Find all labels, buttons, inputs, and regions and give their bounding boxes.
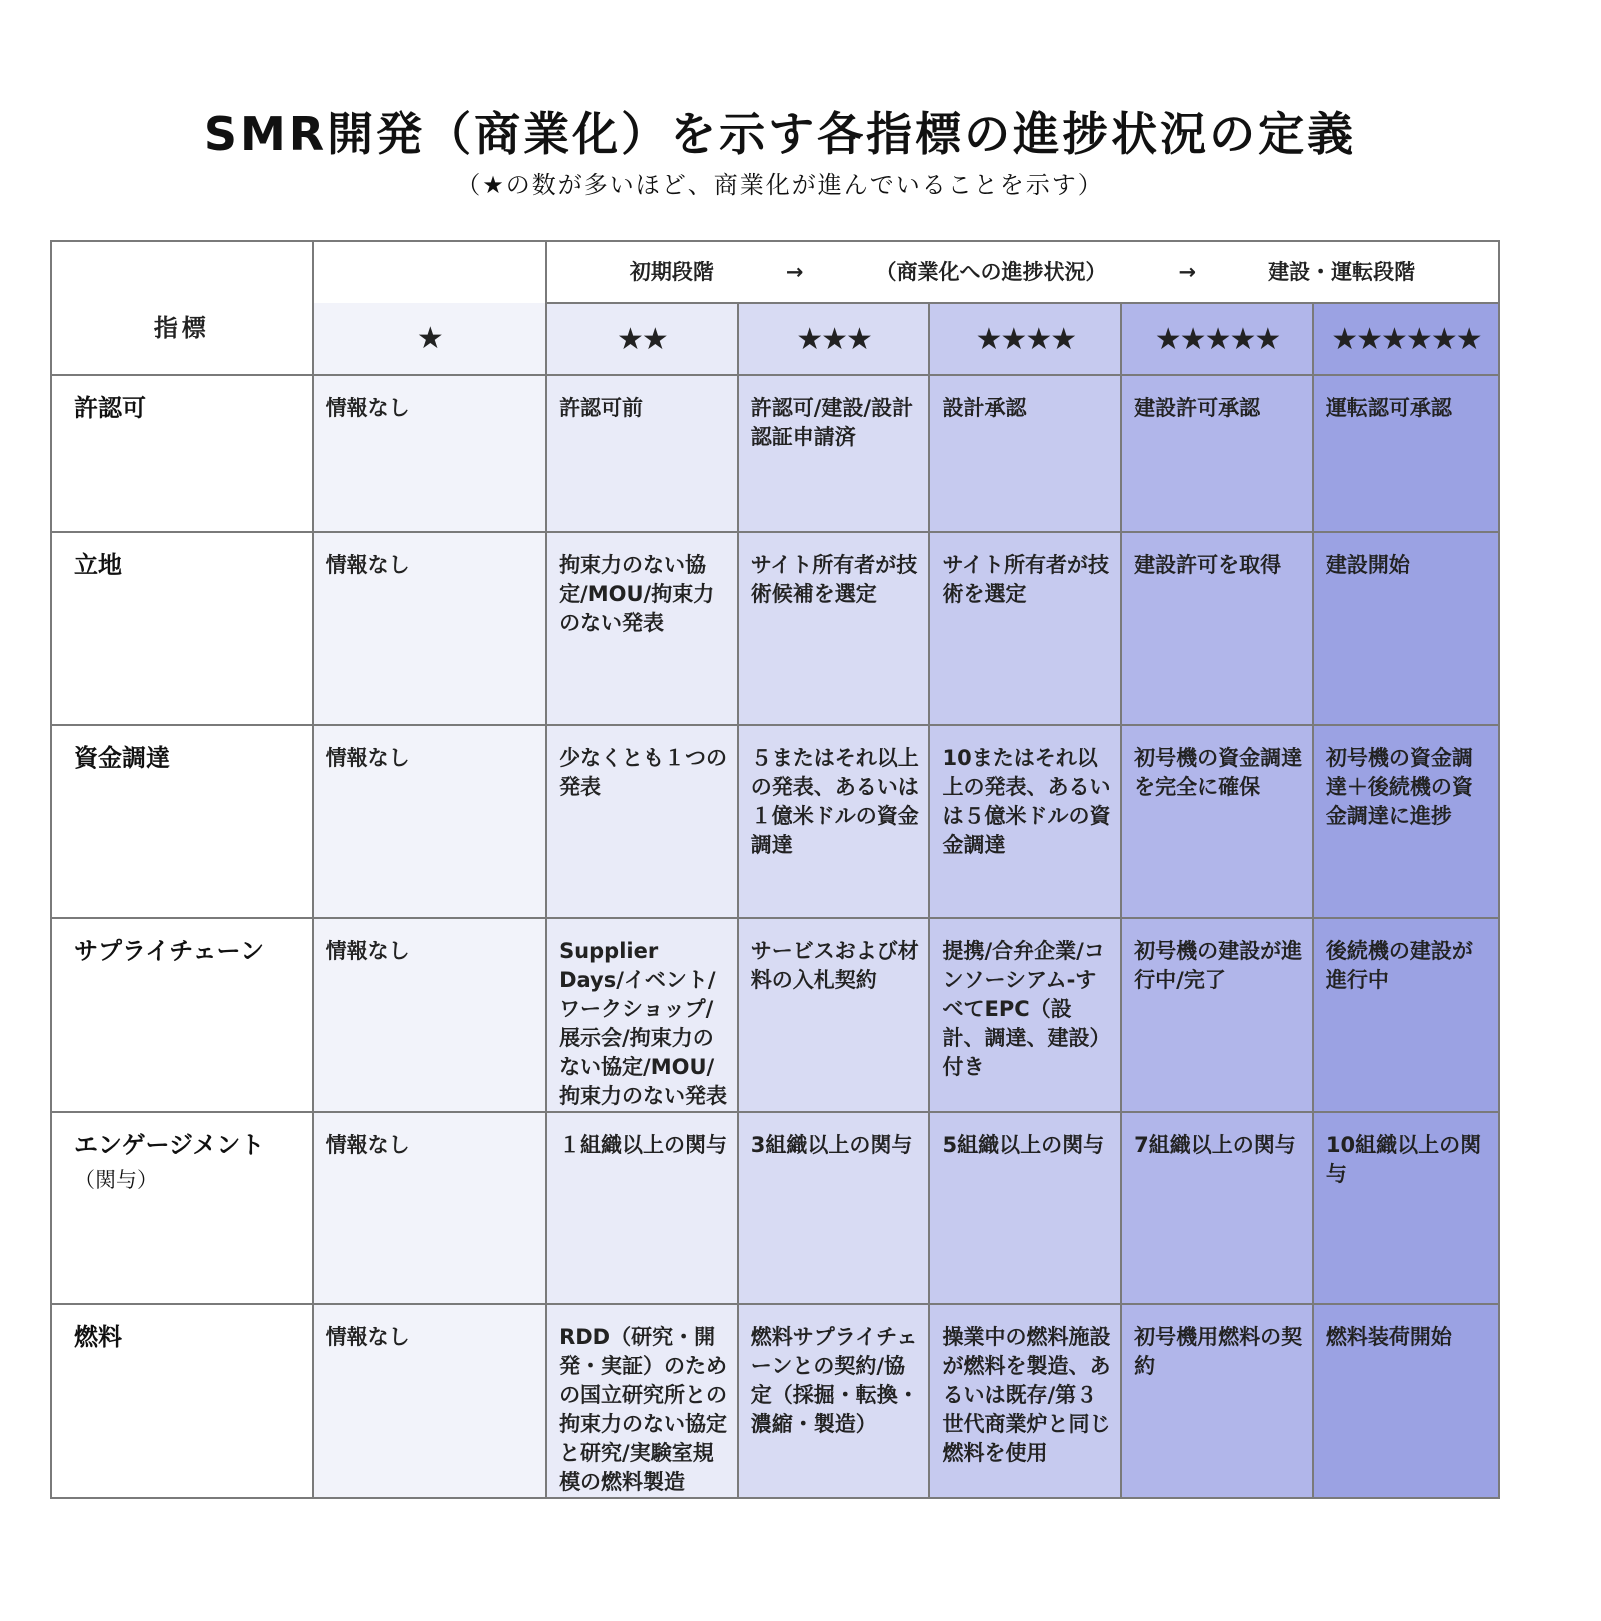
blank-header-cell [313, 241, 546, 303]
arrow: → [785, 259, 804, 284]
level-3-cell: サービスおよび材料の入札契約 [738, 918, 930, 1112]
indicator-label: 立地 [74, 551, 122, 579]
level-1-cell: 情報なし [313, 532, 546, 725]
star-level-6: ★★★★★★ [1313, 303, 1499, 375]
level-3-cell: 燃料サプライチェーンとの契約/協定（採掘・転換・濃縮・製造） [738, 1304, 930, 1498]
table-row [51, 375, 1499, 532]
level-4-cell: 操業中の燃料施設が燃料を製造、あるいは既存/第３世代商業炉と同じ燃料を使用 [929, 1304, 1121, 1498]
indicator-label: サプライチェーン [74, 937, 265, 965]
level-5-cell: 初号機の建設が進行中/完了 [1121, 918, 1313, 1112]
level-2-cell: 許認可前 [546, 375, 738, 532]
table-row [51, 532, 1499, 725]
level-4-cell: 10またはそれ以上の発表、あるいは５億米ドルの資金調達 [929, 725, 1121, 918]
indicator-name [51, 1112, 313, 1304]
level-2-cell: Supplier Days/イベント/ワークショップ/展示会/拘束力のない協定/MOU/拘束力のない発表 [546, 918, 738, 1112]
level-2-cell: 拘束力のない協定/MOU/拘束力のない発表 [546, 532, 738, 725]
indicator-header: 指標 [51, 241, 313, 375]
arrow: → [1178, 259, 1197, 284]
indicator-name [51, 918, 313, 1112]
level-6-cell: 後続機の建設が進行中 [1313, 918, 1499, 1112]
indicator-label: 燃料 [74, 1323, 122, 1351]
indicator-label: エンゲージメント [74, 1131, 265, 1159]
indicator-name [51, 532, 313, 725]
star-level-4: ★★★★ [929, 303, 1121, 375]
level-4-cell: 5組織以上の関与 [929, 1112, 1121, 1304]
level-6-cell: 10組織以上の関与 [1313, 1112, 1499, 1304]
table-row [51, 1304, 1499, 1498]
level-4-cell: 提携/合弁企業/コンソーシアム-すべてEPC（設計、調達、建設）付き [929, 918, 1121, 1112]
level-5-cell: 初号機用燃料の契約 [1121, 1304, 1313, 1498]
level-2-cell: 少なくとも１つの発表 [546, 725, 738, 918]
level-5-cell: 7組織以上の関与 [1121, 1112, 1313, 1304]
level-3-cell: サイト所有者が技術候補を選定 [738, 532, 930, 725]
level-6-cell: 建設開始 [1313, 532, 1499, 725]
level-3-cell: ５またはそれ以上の発表、あるいは１億米ドルの資金調達 [738, 725, 930, 918]
level-4-cell: サイト所有者が技術を選定 [929, 532, 1121, 725]
level-5-cell: 初号機の資金調達を完全に確保 [1121, 725, 1313, 918]
indicator-table [50, 240, 1500, 1499]
indicator-label: 資金調達 [74, 744, 170, 772]
level-5-cell: 建設許可承認 [1121, 375, 1313, 532]
stage-header [546, 241, 1499, 303]
level-5-cell: 建設許可を取得 [1121, 532, 1313, 725]
indicator-label: 許認可 [74, 394, 146, 422]
level-1-cell: 情報なし [313, 375, 546, 532]
level-2-cell: １組織以上の関与 [546, 1112, 738, 1304]
level-6-cell: 運転認可承認 [1313, 375, 1499, 532]
page-title: SMR開発（商業化）を示す各指標の進捗状況の定義 [203, 107, 1357, 161]
star-level-5: ★★★★★ [1121, 303, 1313, 375]
level-1-cell: 情報なし [313, 1304, 546, 1498]
indicator-name [51, 1304, 313, 1498]
level-6-cell: 燃料装荷開始 [1313, 1304, 1499, 1498]
table-row [51, 725, 1499, 918]
progress-label: （商業化への進捗状況） [875, 259, 1107, 284]
stage-start: 初期段階 [629, 259, 714, 284]
level-6-cell: 初号機の資金調達＋後続機の資金調達に進捗 [1313, 725, 1499, 918]
star-level-1: ★ [313, 303, 546, 375]
stage-end: 建設・運転段階 [1268, 259, 1416, 284]
level-4-cell: 設計承認 [929, 375, 1121, 532]
page-subtitle: （★の数が多いほど、商業化が進んでいることを示す） [456, 171, 1104, 199]
indicator-name [51, 375, 313, 532]
star-level-2: ★★ [546, 303, 738, 375]
level-3-cell: 3組織以上の関与 [738, 1112, 930, 1304]
level-1-cell: 情報なし [313, 918, 546, 1112]
level-3-cell: 許認可/建設/設計認証申請済 [738, 375, 930, 532]
indicator-name [51, 725, 313, 918]
table-row [51, 918, 1499, 1112]
level-1-cell: 情報なし [313, 725, 546, 918]
table-row [51, 1112, 1499, 1304]
level-1-cell: 情報なし [313, 1112, 546, 1304]
level-2-cell: RDD（研究・開発・実証）のための国立研究所との拘束力のない協定と研究/実験室規模の燃料製造 [546, 1304, 738, 1498]
star-level-3: ★★★ [738, 303, 930, 375]
indicator-note: （関与） [74, 1168, 158, 1192]
